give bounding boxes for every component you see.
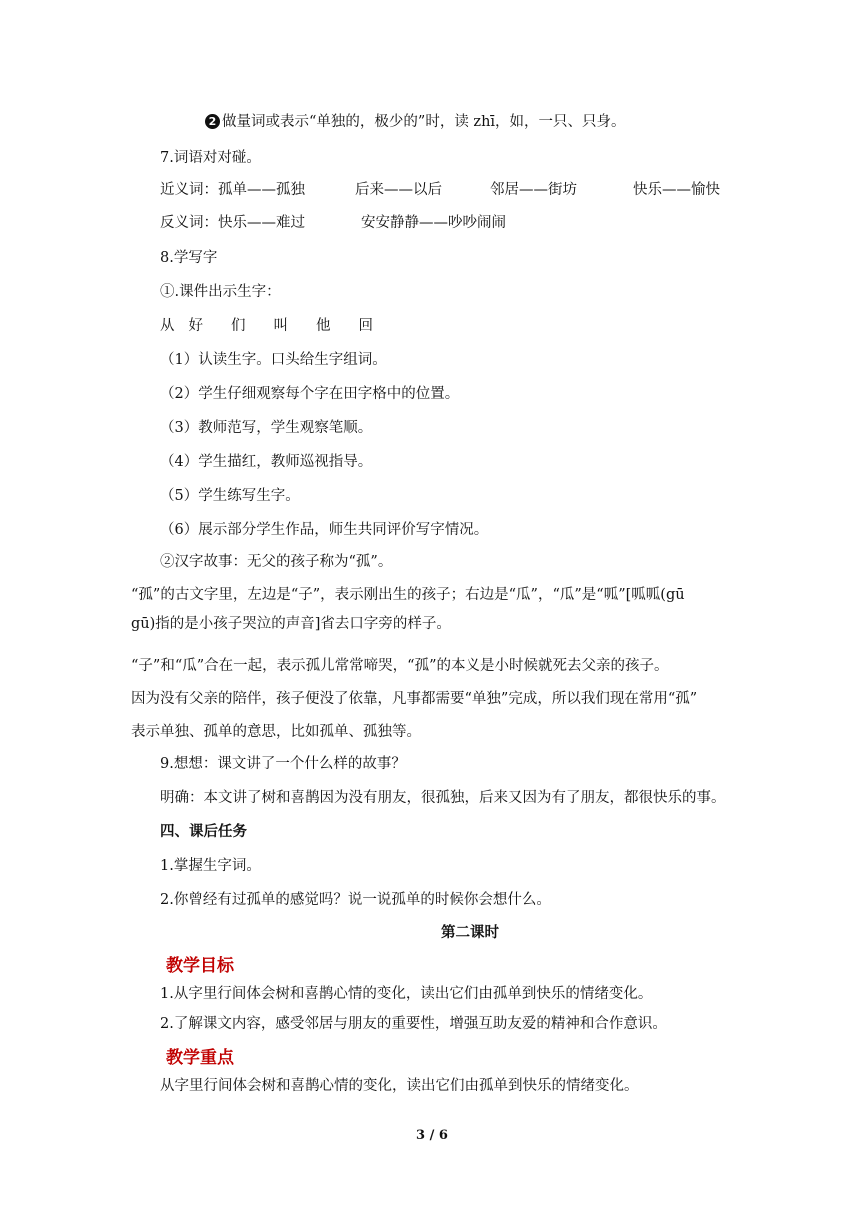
- step-6: （6）展示部分学生作品，师生共同评价写字情况。: [160, 522, 489, 538]
- goal-1: 1.从字里行间体会树和喜鹊心情的变化，读出它们由孤单到快乐的情绪变化。: [160, 986, 653, 1002]
- character-story-title: ②汉字故事：无父的孩子称为“孤”。: [160, 554, 393, 570]
- step-4: （4）学生描红，教师巡视指导。: [160, 454, 373, 470]
- circled-number: 2: [205, 114, 220, 129]
- section-4-heading: 四、课后任务: [160, 823, 247, 840]
- story-paragraph-2-line-2: 因为没有父亲的陪伴，孩子便没了依靠，凡事都需要“单独”完成，所以我们现在常用“孤”: [131, 691, 698, 707]
- synonyms-line: 近义词：孤单——孤独 后来——以后 邻居——街坊 快乐——愉快: [160, 182, 720, 198]
- step-2: （2）学生仔细观察每个字在田字格中的位置。: [160, 386, 460, 402]
- story-paragraph-2-line-3: 表示单独、孤单的意思，比如孤单、孤独等。: [131, 724, 421, 740]
- step-5: （5）学生练写生字。: [160, 488, 300, 504]
- antonyms-line: 反义词：快乐——难过 安安静静——吵吵闹闹: [160, 215, 506, 231]
- item-7-heading: 7.词语对对碰。: [160, 150, 261, 166]
- new-characters-row: 从 好 们 叫 他 回: [160, 318, 373, 334]
- paragraph-zhi-reading: 2 做量词或表示“单独的，极少的”时，读 zhī，如，一只、只身。: [205, 112, 626, 132]
- step-3: （3）教师范写，学生观察笔顺。: [160, 420, 373, 436]
- story-paragraph-1-line-1: “孤”的古文字里，左边是“子”，表示刚出生的孩子；右边是“瓜”，“瓜”是“呱”[呱呱(gū: [131, 587, 685, 603]
- key-point-1: 从字里行间体会树和喜鹊心情的变化，读出它们由孤单到快乐的情绪变化。: [160, 1078, 639, 1094]
- step-1: （1）认读生字。口头给生字组词。: [160, 352, 387, 368]
- task-2: 2.你曾经有过孤单的感觉吗？说一说孤单的时候你会想什么。: [160, 892, 551, 908]
- teaching-key-points-heading: 教学重点: [166, 1048, 234, 1068]
- lesson-2-heading: 第二课时: [441, 924, 499, 941]
- teaching-goals-heading: 教学目标: [166, 956, 234, 976]
- answer-paragraph: 明确：本文讲了树和喜鹊因为没有朋友，很孤独，后来又因为有了朋友，都很快乐的事。: [160, 790, 726, 806]
- goal-2: 2.了解课文内容，感受邻居与朋友的重要性，增强互助友爱的精神和合作意识。: [160, 1016, 667, 1032]
- story-paragraph-2-line-1: “子”和“瓜”合在一起，表示孤儿常常啼哭，“孤”的本义是小时候就死去父亲的孩子。: [131, 658, 669, 674]
- story-paragraph-1-line-2: gū)指的是小孩子哭泣的声音]省去口字旁的样子。: [131, 616, 451, 632]
- page-number: 3 / 6: [416, 1128, 448, 1143]
- item-9-question: 9.想想：课文讲了一个什么样的故事？: [160, 756, 406, 772]
- task-1: 1.掌握生字词。: [160, 858, 261, 874]
- item-8-heading: 8.学写字: [160, 250, 218, 266]
- courseware-label: ①.课件出示生字：: [160, 284, 281, 300]
